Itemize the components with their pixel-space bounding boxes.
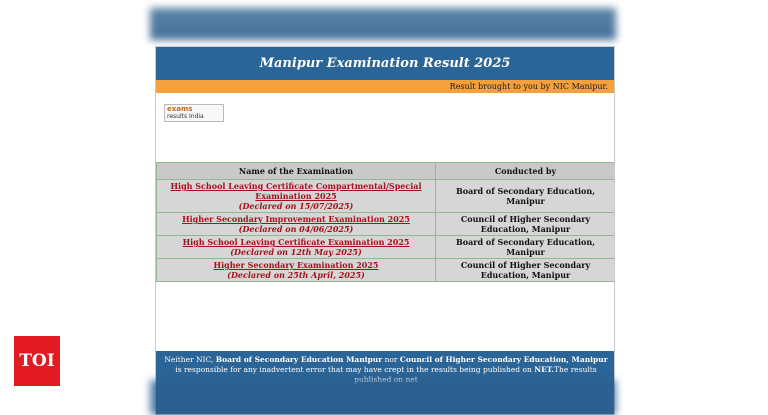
- table-row: [157, 180, 616, 213]
- disclaimer-bold: Board of Secondary Education Manipur: [215, 355, 383, 364]
- nic-tagline: Result brought to you by NIC Manipur.: [156, 80, 614, 93]
- conducted-by-cell: Board of Secondary Education, Manipur: [436, 236, 616, 259]
- exam-cell: [157, 213, 436, 236]
- header-conducted-by: Conducted by: [436, 163, 616, 180]
- table-row: [157, 236, 616, 259]
- conducted-by-cell: Council of Higher Secondary Education, Manipur: [436, 259, 616, 282]
- disclaimer-part: nor: [384, 355, 398, 364]
- exam-link[interactable]: Higher Secondary Improvement Examination 2025: [182, 214, 410, 224]
- conducted-by-cell: Council of Higher Secondary Education, Manipur: [436, 213, 616, 236]
- toi-logo: TOI: [14, 336, 60, 386]
- results-table: [156, 162, 615, 282]
- logo-line1: exams: [167, 105, 193, 113]
- logo-line2: results India: [167, 113, 204, 120]
- blurred-background-bottom: [150, 380, 616, 415]
- table-row: [157, 213, 616, 236]
- exam-cell: [157, 259, 436, 282]
- header-exam-name: Name of the Examination: [157, 163, 436, 180]
- exam-link[interactable]: High School Leaving Certificate Examination 2025: [182, 237, 410, 247]
- table-row: [157, 259, 616, 282]
- declared-date: (Declared on 04/06/2025): [238, 224, 354, 234]
- page-title: Manipur Examination Result 2025: [156, 47, 614, 80]
- disclaimer-part: is responsible for any inadvertent error that may have crept in the results being published on: [175, 365, 532, 374]
- declared-date: (Declared on 12th May 2025): [230, 247, 362, 257]
- result-page: [155, 46, 615, 415]
- exam-link[interactable]: Higher Secondary Examination 2025: [213, 260, 379, 270]
- exams-results-logo[interactable]: [164, 104, 224, 122]
- disclaimer-bold: NET.: [534, 365, 555, 374]
- declared-date: (Declared on 25th April, 2025): [227, 270, 365, 280]
- exam-cell: [157, 236, 436, 259]
- exam-cell: [157, 180, 436, 213]
- blurred-background-top: [150, 8, 616, 40]
- exam-link[interactable]: High School Leaving Certificate Compartmental/Special Examination 2025: [170, 181, 422, 201]
- disclaimer-bold: Council of Higher Secondary Education, Manipur: [399, 355, 608, 364]
- declared-date: (Declared on 15/07/2025): [238, 201, 354, 211]
- disclaimer-part: Neither NIC,: [164, 355, 214, 364]
- table-header-row: [157, 163, 616, 180]
- disclaimer-part: The results: [554, 365, 597, 374]
- conducted-by-cell: Board of Secondary Education, Manipur: [436, 180, 616, 213]
